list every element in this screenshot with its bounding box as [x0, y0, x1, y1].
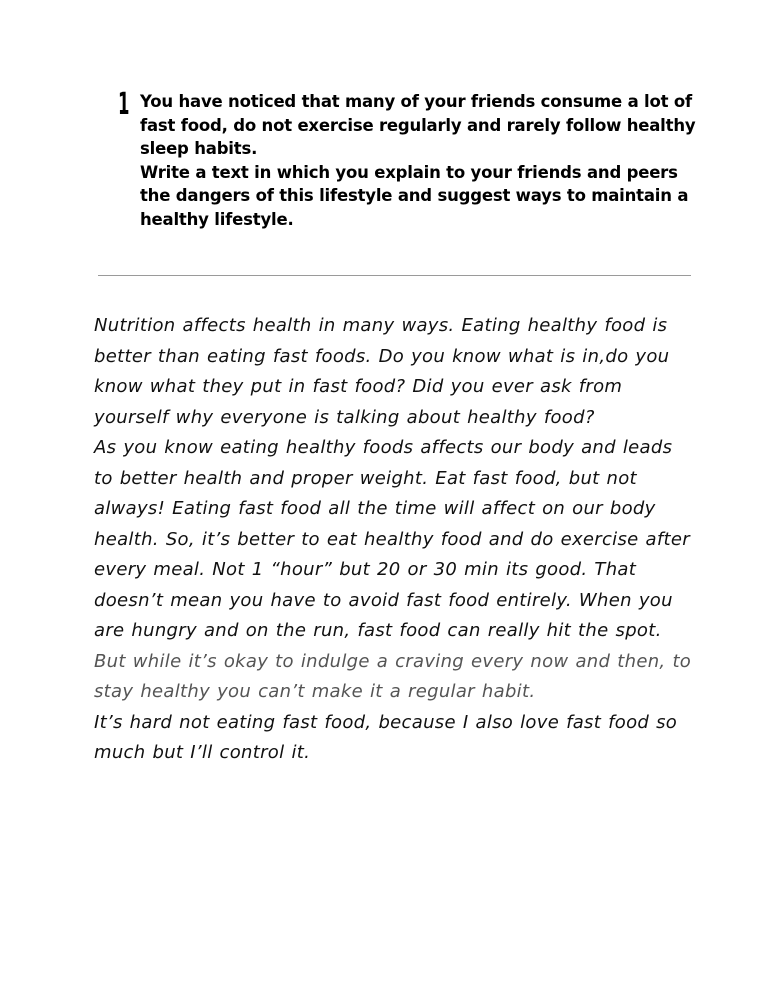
task-number: 1	[118, 87, 130, 122]
task-context: You have noticed that many of your friends consume a lot of fast food, do not exercise regularly and rarely follow healthy sleep habits.	[140, 92, 696, 158]
essay-paragraph-2-main: As you know eating healthy foods affects our body and leads to better health and proper weight. Eat fast food, but not always! Eating fast food all the time will affect on our body health. So, it’s better to eat healthy food and do exercise after every meal. Not 1 “hour” but 20 or 30 min its good. That doesn’t mean you have to avoid fast food entirely. When you are hungry and on the run, fast food can really hit the spot.	[94, 437, 690, 641]
divider-line	[98, 275, 691, 276]
handwritten-essay	[94, 311, 694, 769]
task-instructions	[140, 90, 698, 231]
task-assignment: Write a text in which you explain to your friends and peers the dangers of this lifestyle and suggest ways to maintain a healthy lifestyle.	[140, 162, 689, 229]
task-prompt	[118, 87, 698, 231]
essay-paragraph-2	[94, 433, 694, 708]
essay-paragraph-3: It’s hard not eating fast food, because I also love fast food so much but I’ll control it.	[94, 711, 678, 763]
essay-paragraph-2-quoted: But while it’s okay to indulge a craving every now and then, to stay healthy you can’t make it a regular habit.	[94, 650, 692, 702]
essay-paragraph-1: Nutrition affects health in many ways. Eating healthy food is better than eating fast foods. Do you know what is in,do you know what they put in fast food? Did you ever ask from yourself why everyone is talking about healthy food?	[94, 315, 670, 428]
